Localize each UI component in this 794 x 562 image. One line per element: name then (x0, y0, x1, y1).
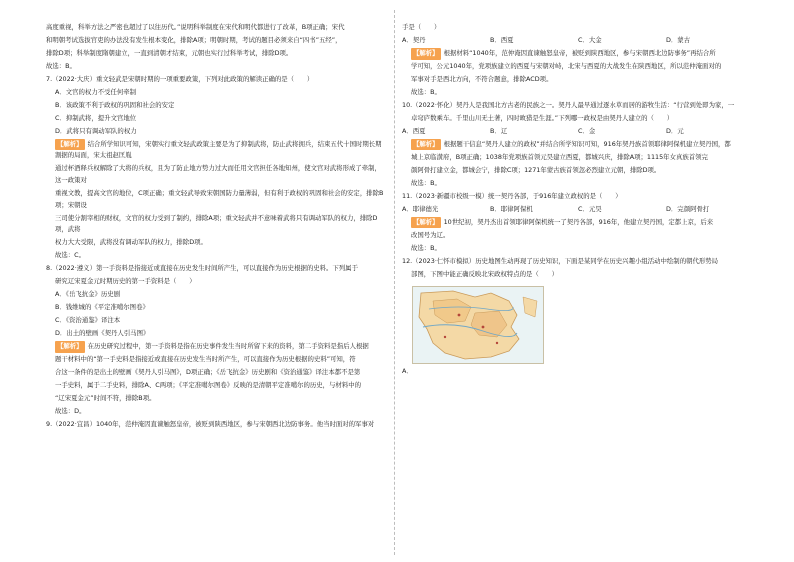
q9-option-b[interactable]: B．西夏 (490, 35, 514, 44)
answer-q6: 故选：B。 (46, 61, 76, 70)
analysis-continuation-line-1: 高度重视，科举方法之严密也超过了以往历代。”说明科举制度在宋代和明代都进行了改革，B项正确；宋代 (46, 23, 345, 31)
q11-option-d[interactable]: D．完颜阿骨打 (666, 204, 710, 213)
analysis-tag: 【解析】 (55, 139, 85, 151)
q8-option-b[interactable]: B．钱维城的《平定准噶尔图卷》 (55, 303, 149, 312)
question-10-stem-line-2: 卓穹庐数乘车。千里山川无土著，四时畋猎是生涯。”下列哪一政权是由契丹人建立的（ ） (411, 113, 674, 122)
q7-analysis-text-1: 结合所学知识可知，宋朝实行重文轻武政策主要是为了抑制武将，防止武将拥兵，结束五代十国时期长期割据的局面，宋太祖赵匡胤 (55, 139, 382, 160)
answer-q7: 故选：C。 (55, 251, 86, 260)
q11-option-c[interactable]: C．元昊 (578, 204, 602, 213)
analysis-continuation-line-2: 和明朝考试选拔官吏的办法没有发生根本变化，排除A项；明朝时期，考试的题目必须来自“四书”五经”， (46, 35, 342, 44)
q9-analysis-text-1: 根据材料“1040年，范仲淹因直谏触怒皇帝，被贬到陕西地区，参与宋朝西北边防事务”再结合所 (443, 48, 716, 57)
question-12-stem-line-2: 部图，下图中能正确反映北宋政权特点的是（ ） (411, 269, 558, 278)
q7-option-c[interactable]: C．抑制武将，提升文官地位 (55, 113, 137, 122)
q7-analysis-line-1 (46, 139, 387, 162)
answer-q11: 故选：B。 (411, 243, 441, 252)
q10-options (402, 126, 754, 138)
q7-option-b[interactable]: B．该政策不利于政权的巩固和社会的安定 (55, 100, 175, 109)
q7-analysis-line-5: 权力大大受限，武将没有调动军队的权力，排除D项。 (55, 238, 207, 247)
q10-option-d[interactable]: D．元 (666, 126, 684, 135)
q7-analysis-line-4: 三司使分割宰相的财权，文官的权力受到了制约，排除A项；重文轻武并不意味着武将只有调动军队的权力，排除D项，武将 (55, 213, 378, 234)
q10-option-c[interactable]: C．金 (578, 126, 596, 135)
left-column (46, 22, 387, 432)
analysis-tag: 【解析】 (411, 48, 441, 60)
q7-analysis-line-2: 通过杯酒释兵权解除了大将的兵权，且为了防止地方势力过大而任用文官担任各地知州，使文官对武将形成了牵制，这一政策对 (55, 164, 381, 185)
q8-analysis-line-3: 合这一条件的是出土的壁画《契丹人引马图》，D项正确；《岳飞抗金》历史剧和《资治通鉴》译注本都不是第 (55, 368, 361, 377)
q12-option-a-label[interactable]: A． (402, 367, 413, 376)
column-divider (394, 10, 395, 555)
q8-option-c[interactable]: C．《资治通鉴》译注本 (55, 316, 121, 325)
map-graphic (413, 287, 543, 363)
q9-analysis-line-3: 军事对手是西北方向，不符合题意，排除ACD项。 (411, 74, 553, 83)
q10-analysis-line-3: 颜阿骨打建立金，都城会宁，排除C项；1271年蒙古族首领忽必烈建立元朝，排除D项。 (411, 165, 661, 174)
question-12-stem-line-1: 12.（2023·仁怀市模拟）历史地图生动再现了历史知识，下面是某同学在历史兴趣小组活动中绘制的朝代形势局 (402, 256, 719, 265)
question-9-stem: 9.（2022·宜昌）1040年，范仲淹因直谏触怒皇帝，被贬到陕西地区，参与宋朝西北边防事务。他当时面对的军事对 (46, 419, 375, 428)
q10-option-b[interactable]: B．辽 (490, 126, 508, 135)
q8-analysis-text-1: 在历史研究过程中，第一手资料是指在历史事件发生当时所留下来的资料，第二手资料是指后人根据 (87, 342, 369, 351)
q8-option-d[interactable]: D．出土的壁画《契丹人引马图》 (55, 329, 150, 338)
q7-option-d[interactable]: D．武将只有调动军队的权力 (55, 126, 137, 135)
q9-option-c[interactable]: C．大金 (578, 35, 602, 44)
q11-analysis-text-1: 10世纪初，契丹杰出首领耶律阿保机统一了契丹各部，916年，他建立契丹国，定都上京，后来 (443, 217, 714, 226)
q8-analysis-line-4: 一手史料，属于二手史料，排除A、C两项；《平定准噶尔图卷》反映的是清朝平定准噶尔的历史，与材料中的 (55, 381, 361, 389)
question-9-stem-cont: 手是（ ） (402, 23, 441, 31)
q11-option-b[interactable]: B．耶律阿保机 (490, 204, 533, 213)
q8-analysis-line-2: 题干材料中的“第一手史料是指接近或直接在历史发生当时所产生，可以直接作为历史根据的史料”可知，符 (55, 355, 356, 364)
q9-option-a[interactable]: A．契丹 (402, 35, 426, 44)
question-7-stem: 7.（2022·大庆）重文轻武是宋朝时期的一项重要政策，下列对此政策的解读正确的是（ ） (46, 74, 314, 83)
q9-analysis-line-2: 学可知，公元1040年，党项族建立的西夏与宋朝对峙，北宋与西夏的大战发生在陕西地区，所以范仲淹面对的 (411, 61, 722, 70)
q7-analysis-line-3: 重视文教，提高文官的地位，C项正确；重文轻武导致宋朝国防力量薄弱，但有利于政权的巩固和社会的安定，排除B项；宋朝设 (55, 189, 384, 209)
q9-options (402, 35, 754, 47)
question-8-stem-line-2: 研究辽宋夏金元时期历史的第一手资料是（ ） (55, 277, 196, 286)
answer-q9: 故选：B。 (411, 87, 441, 96)
q11-options (402, 204, 754, 216)
q8-analysis-line-1 (46, 341, 387, 353)
analysis-continuation-line-3: 排除D项；科举制度隋朝建立，一直到清朝才结束，元朝也实行过科举考试，排除D项。 (46, 48, 293, 57)
q9-analysis-line-1 (402, 48, 754, 60)
q7-option-a[interactable]: A．文官的权力不受任何牵制 (55, 87, 137, 96)
question-11-stem: 11.（2023·新疆市校级一模）统一契丹各部，于916年建立政权的是（ ） (402, 191, 622, 200)
question-8-stem-line-1: 8.（2022·遵义）第一手资料是指接近或直接在历史发生时间所产生，可以直接作为历史根据的史料。下列属于 (46, 264, 358, 273)
q10-analysis-line-2: 城上京临潢府，B项正确；1038年党项族首领元昊建立西夏，都城兴庆，排除A项；1115年女真族首领完 (411, 152, 708, 161)
q10-analysis-text-1: 根据题干信息“契丹人建立的政权”并结合所学知识可知，916年契丹族首领耶律阿保机建立契丹国，都 (443, 139, 731, 148)
analysis-tag: 【解析】 (411, 217, 441, 229)
analysis-tag: 【解析】 (411, 139, 441, 151)
right-column (402, 22, 754, 379)
q11-analysis-line-2: 改国号为辽。 (411, 230, 450, 239)
analysis-tag: 【解析】 (55, 341, 85, 353)
q10-option-a[interactable]: A．西夏 (402, 126, 426, 135)
q9-option-d[interactable]: D．蒙古 (666, 35, 691, 44)
q11-analysis-line-1 (402, 217, 754, 229)
question-10-stem-line-1: 10.（2022·怀化）契丹人是我国北方古老的民族之一。契丹人最早通过逐水草而居的游牧生活：“行营到处即为家，一 (402, 100, 735, 109)
song-territory-map-image[interactable] (412, 286, 544, 364)
q8-option-a[interactable]: A．《岳飞抗金》历史剧 (55, 290, 121, 299)
answer-q10: 故选：B。 (411, 178, 441, 187)
q8-analysis-line-5: “辽宋夏金元”时间不符，排除B项。 (55, 393, 156, 402)
answer-q8: 故选：D。 (55, 406, 86, 415)
q11-option-a[interactable]: A．耶律德光 (402, 204, 439, 213)
q10-analysis-line-1 (402, 139, 754, 151)
